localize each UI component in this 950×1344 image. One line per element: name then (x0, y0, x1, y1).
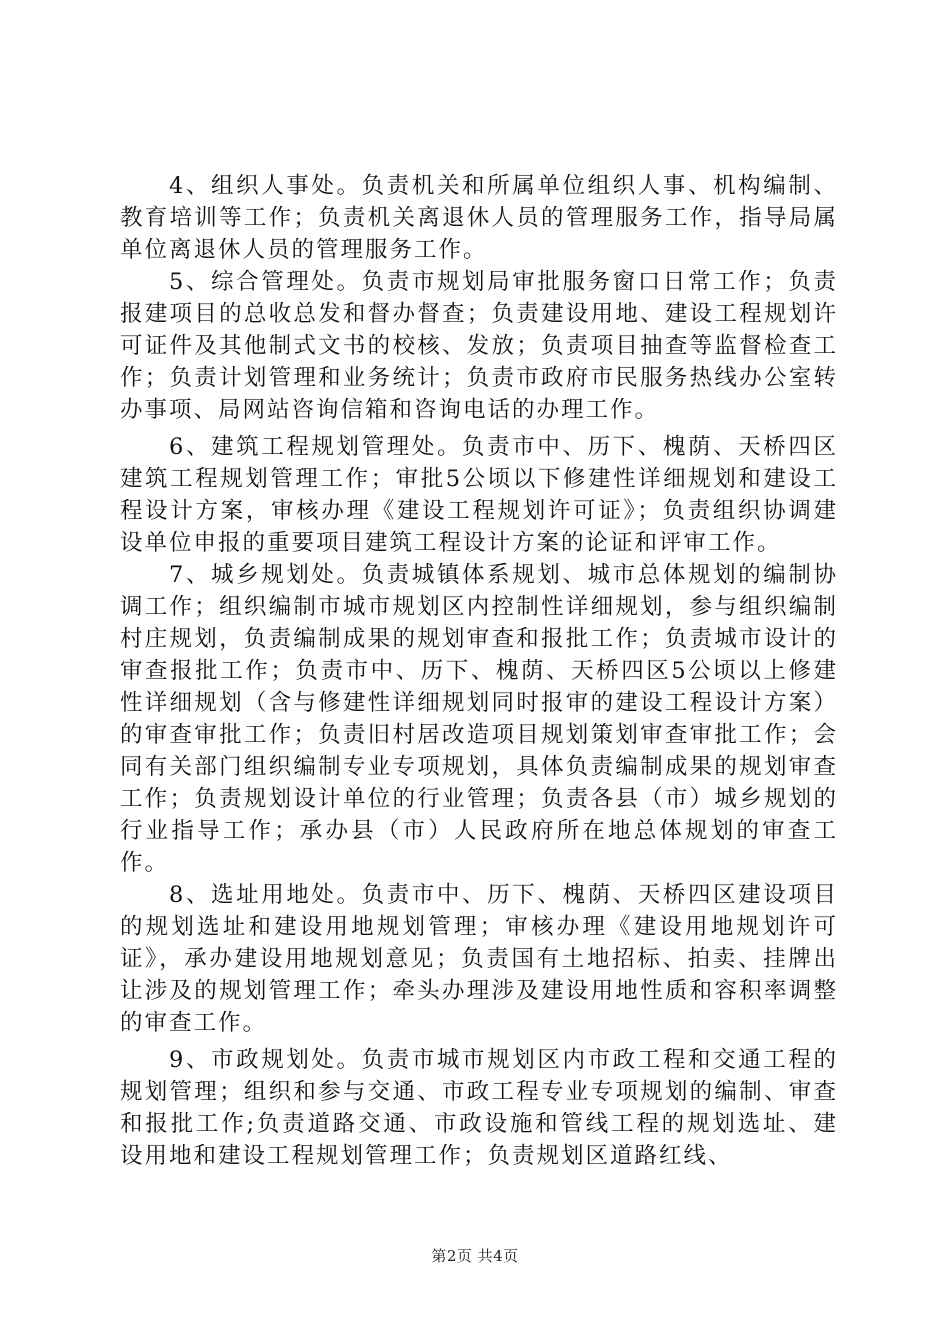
document-body (120, 170, 838, 1172)
paragraph-municipal-planning: 9、市政规划处。负责市城市规划区内市政工程和交通工程的规划管理；组织和参与交通、市政工程专业专项规划的编制、审查和报批工作;负责道路交通、市政设施和管线工程的规划选址、建设用地和建设工程规划管理工作；负责规划区道路红线、 (120, 1047, 838, 1169)
paragraph-organization-personnel: 4、组织人事处。负责机关和所属单位组织人事、机构编制、教育培训等工作；负责机关离退休人员的管理服务工作，指导局属单位离退休人员的管理服务工作。 (120, 173, 838, 263)
paragraph-urban-rural-planning: 7、城乡规划处。负责城镇体系规划、城市总体规划的编制协调工作；组织编制市城市规划区内控制性详细规划，参与组织编制村庄规划，负责编制成果的规划审查和报批工作；负责城市设计的审查报批工作；负责市中、历下、槐荫、天桥四区5公顷以上修建性详细规划（含与修建性详细规划同时报审的建设工程设计方案）的审查审批工作；负责旧村居改造项目规划策划审查审批工作；会同有关部门组织编制专业专项规划，具体负责编制成果的规划审查工作；负责规划设计单位的行业管理；负责各县（市）城乡规划的行业指导工作；承办县（市）人民政府所在地总体规划的审查工作。 (120, 562, 838, 876)
paragraph-building-planning: 6、建筑工程规划管理处。负责市中、历下、槐荫、天桥四区建筑工程规划管理工作；审批5公顷以下修建性详细规划和建设工程设计方案，审核办理《建设工程规划许可证》；负责组织协调建设单位申报的重要项目建筑工程设计方案的论证和评审工作。 (120, 434, 838, 556)
paragraph-site-land-use: 8、选址用地处。负责市中、历下、槐荫、天桥四区建设项目的规划选址和建设用地规划管理；审核办理《建设用地规划许可证》，承办建设用地规划意见；负责国有土地招标、拍卖、挂牌出让涉及的规划管理工作；牵头办理涉及建设用地性质和容积率调整的审查工作。 (120, 882, 838, 1036)
paragraph-general-management: 5、综合管理处。负责市规划局审批服务窗口日常工作；负责报建项目的总收总发和督办督查；负责建设用地、建设工程规划许可证件及其他制式文书的校核、发放；负责项目抽查等监督检查工作；负责计划管理和业务统计；负责市政府市民服务热线办公室转办事项、局网站咨询信箱和咨询电话的办理工作。 (120, 269, 838, 423)
page-number-footer: 第2页 共4页 (431, 1247, 519, 1265)
